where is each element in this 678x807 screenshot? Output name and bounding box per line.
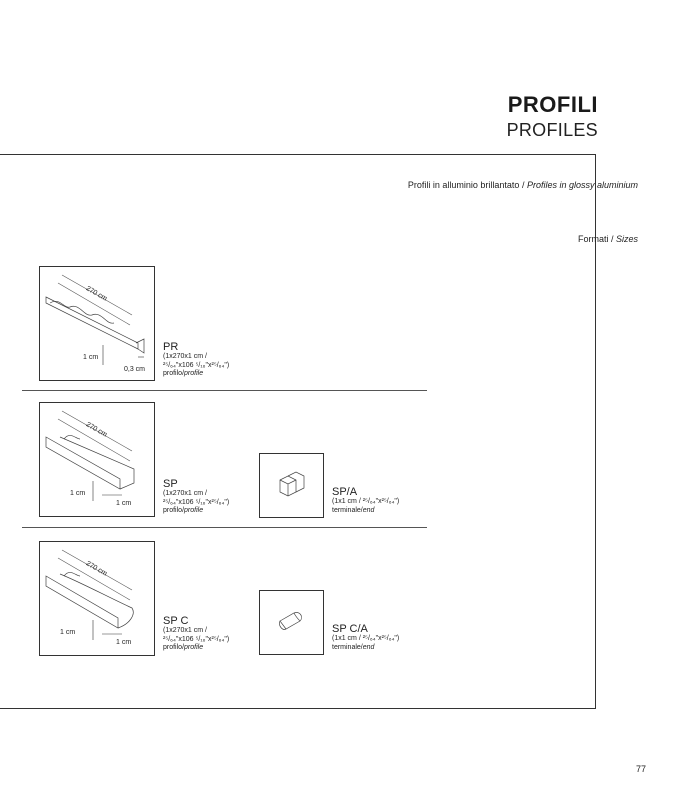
dim-height-pr: 1 cm	[83, 354, 99, 361]
dim-height-sp: 1 cm	[70, 490, 86, 497]
product-code: SP C	[163, 615, 189, 627]
product-type-en: end	[362, 506, 375, 514]
product-size: (1x1 cm / ²⁵/₆₄"x²⁵/₆₄")	[332, 498, 400, 505]
product-image-sp-a	[259, 453, 324, 518]
product-label-sp	[163, 478, 229, 516]
page-number: 77	[635, 764, 646, 774]
dim-width-sp: 1 cm	[116, 500, 132, 507]
product-type-it: profilo/	[163, 507, 185, 514]
product-code: PR	[163, 341, 179, 353]
row-divider	[22, 390, 427, 391]
dim-height-sp-c: 1 cm	[60, 629, 76, 636]
sizes-separator: /	[608, 234, 616, 244]
material-en: Profiles in glossy aluminium	[526, 180, 638, 190]
product-label-pr	[163, 341, 229, 379]
product-size-inches: ²⁵/₆₄"x106 ⁵/₁₆"x²⁵/₆₄")	[163, 498, 230, 506]
product-size: (1x270x1 cm /	[163, 627, 207, 634]
page-subtitle: PROFILES	[506, 120, 598, 140]
product-size: (1x270x1 cm /	[163, 353, 207, 360]
product-image-pr	[39, 266, 155, 381]
page-title: PROFILI	[507, 92, 598, 117]
product-type-en: profile	[184, 370, 204, 377]
product-size: (1x1 cm / ²⁵/₆₄"x²⁵/₆₄")	[332, 635, 400, 642]
product-size: (1x270x1 cm /	[163, 490, 207, 497]
sizes-en: Sizes	[615, 234, 638, 244]
product-type-it: profilo/	[163, 370, 185, 377]
product-type-it: profilo/	[163, 644, 185, 651]
product-type-it: terminale/	[332, 643, 363, 651]
product-type-en: end	[362, 643, 375, 651]
product-code: SP C/A	[332, 623, 368, 635]
product-type-en: profile	[184, 507, 204, 514]
dim-length-sp-c: 270 cm	[84, 560, 109, 578]
material-it: Profili in alluminio brillantato	[407, 180, 520, 190]
product-image-sp	[39, 402, 155, 517]
product-label-sp-c	[163, 615, 229, 653]
material-description	[408, 180, 638, 190]
product-image-sp-c	[39, 541, 155, 656]
dim-width-sp-c: 1 cm	[116, 639, 132, 646]
material-separator: /	[519, 180, 527, 190]
product-label-sp-a	[332, 486, 399, 515]
dim-length-pr: 270 cm	[84, 285, 109, 303]
product-size-inches: ²⁵/₆₄"x106 ⁵/₁₆"x²⁵/₆₄")	[163, 361, 230, 369]
dim-thickness-pr: 0,3 cm	[124, 366, 146, 373]
product-size-inches: ²⁵/₆₄"x106 ⁵/₁₆"x²⁵/₆₄")	[163, 635, 230, 643]
row-divider	[22, 527, 427, 528]
product-image-sp-c-a	[259, 590, 324, 655]
product-type-en: profile	[184, 644, 204, 651]
sizes-it: Formati	[577, 234, 609, 244]
product-label-sp-c-a	[332, 623, 399, 652]
product-type-it: terminale/	[332, 506, 363, 514]
sizes-heading	[578, 234, 638, 244]
dim-length-sp: 270 cm	[84, 421, 109, 439]
product-code: SP/A	[332, 486, 358, 498]
product-code: SP	[163, 478, 178, 490]
